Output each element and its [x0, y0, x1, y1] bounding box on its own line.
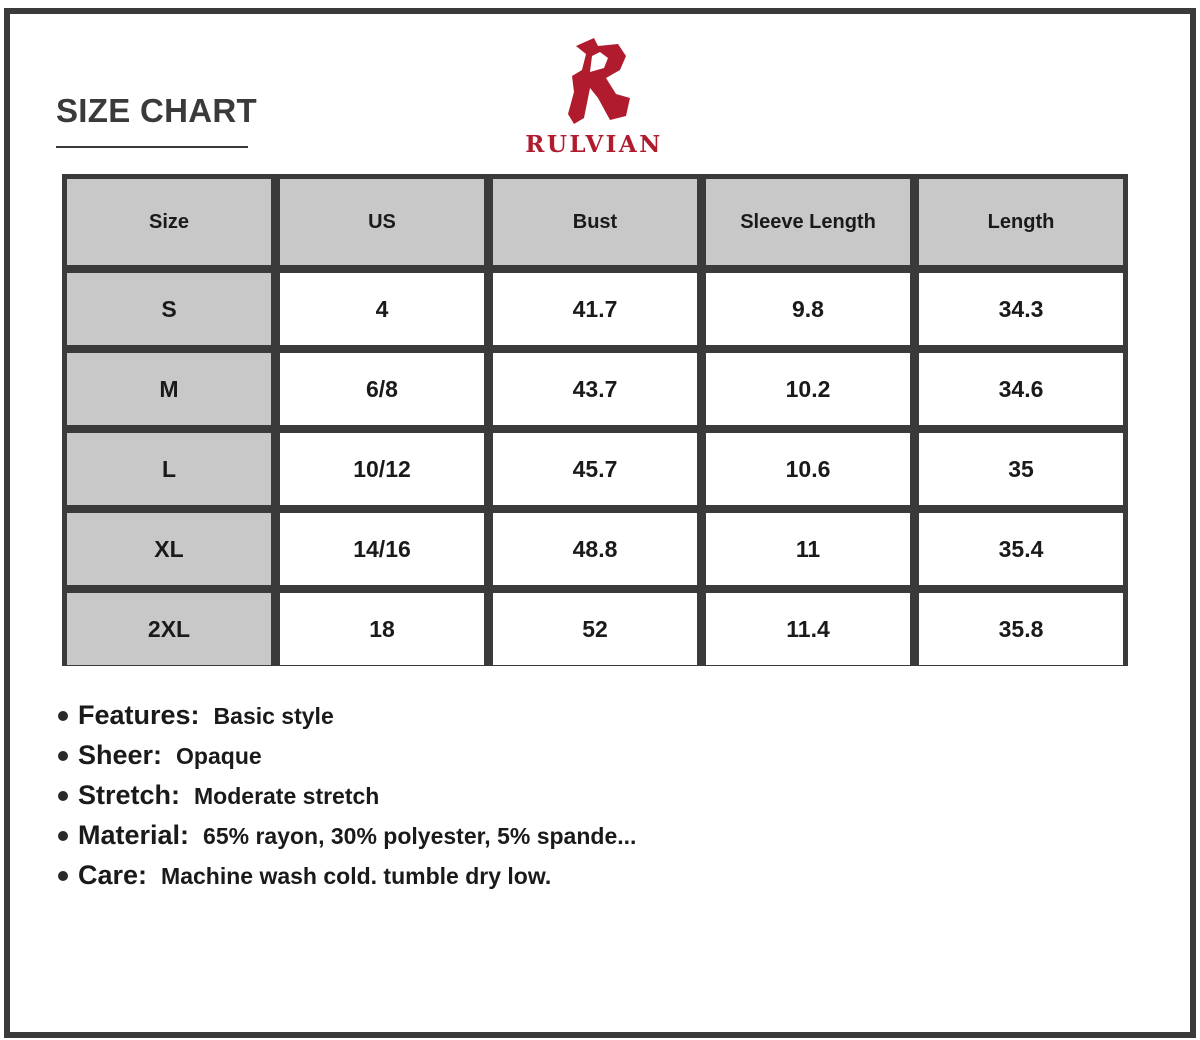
brand-wordmark: RULVIAN: [525, 131, 663, 158]
table-cell: 35.4: [919, 513, 1123, 585]
table-cell: 18: [280, 593, 484, 665]
bullet-icon: [58, 871, 68, 881]
spec-label: Care:: [78, 860, 148, 890]
table-cell: 11: [706, 513, 910, 585]
table-cell: 34.3: [919, 273, 1123, 345]
column-header: Length: [919, 179, 1123, 265]
spec-label: Features:: [78, 700, 200, 730]
table-cell: 52: [493, 593, 697, 665]
spec-item: [58, 820, 636, 860]
bullet-icon: [58, 711, 68, 721]
table-cell: 9.8: [706, 273, 910, 345]
column-header: Sleeve Length: [706, 179, 910, 265]
spec-value: Machine wash cold. tumble dry low.: [161, 863, 552, 889]
brand-monogram-icon: [554, 36, 636, 128]
brand-logo: [514, 36, 674, 161]
table-cell: 34.6: [919, 353, 1123, 425]
column-header: US: [280, 179, 484, 265]
spec-label: Sheer:: [78, 740, 163, 770]
size-label-cell: S: [67, 273, 271, 345]
table-cell: 6/8: [280, 353, 484, 425]
product-specs-list: [58, 700, 636, 900]
table-cell: 43.7: [493, 353, 697, 425]
title-underline: [56, 146, 248, 148]
spec-label: Stretch:: [78, 780, 181, 810]
table-cell: 14/16: [280, 513, 484, 585]
bullet-icon: [58, 831, 68, 841]
bullet-icon: [58, 751, 68, 761]
table-cell: 35.8: [919, 593, 1123, 665]
table-cell: 10/12: [280, 433, 484, 505]
spec-value: 65% rayon, 30% polyester, 5% spande...: [203, 823, 637, 849]
spec-item: [58, 700, 636, 740]
spec-item: [58, 860, 636, 900]
table-cell: 35: [919, 433, 1123, 505]
size-label-cell: L: [67, 433, 271, 505]
column-header: Bust: [493, 179, 697, 265]
table-cell: 45.7: [493, 433, 697, 505]
spec-label: Material:: [78, 820, 190, 850]
page-title: SIZE CHART: [56, 92, 257, 129]
table-cell: 10.6: [706, 433, 910, 505]
spec-item: [58, 740, 636, 780]
table-cell: 48.8: [493, 513, 697, 585]
size-label-cell: 2XL: [67, 593, 271, 665]
table-cell: 4: [280, 273, 484, 345]
table-cell: 41.7: [493, 273, 697, 345]
table-cell: 11.4: [706, 593, 910, 665]
size-label-cell: M: [67, 353, 271, 425]
column-header: Size: [67, 179, 271, 265]
spec-item: [58, 780, 636, 820]
bullet-icon: [58, 791, 68, 801]
size-table: [62, 174, 1128, 666]
table-cell: 10.2: [706, 353, 910, 425]
spec-value: Moderate stretch: [194, 783, 380, 809]
size-label-cell: XL: [67, 513, 271, 585]
spec-value: Opaque: [176, 743, 262, 769]
spec-value: Basic style: [213, 703, 334, 729]
